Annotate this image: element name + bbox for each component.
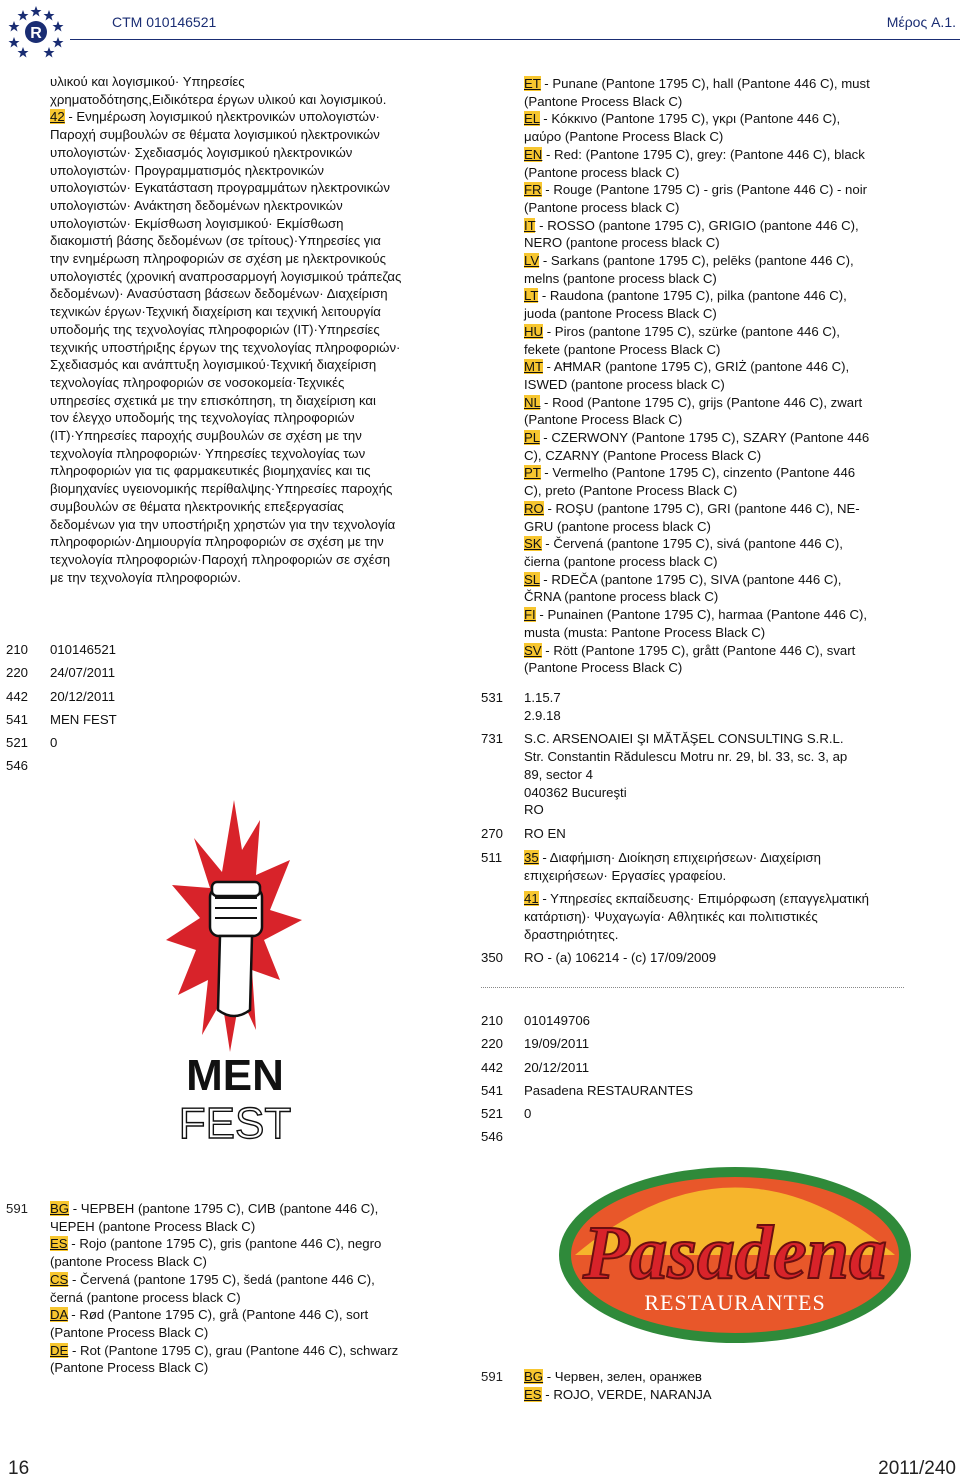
class-text: (IT)·Υπηρεσίες παροχής συμβουλών σε σχέση με την: [50, 428, 362, 444]
field-code: 541: [481, 1082, 504, 1098]
lang-code: ET: [524, 76, 541, 91]
color-text: černá (pantone process black C): [50, 1289, 241, 1305]
color-text: NERO (pantone process black C): [524, 235, 720, 251]
field-code: 521: [481, 1106, 504, 1122]
color-text: - Červená (pantone 1795 C), šedá (pantone 446 C),: [68, 1271, 375, 1287]
field-value: RO EN: [524, 825, 566, 841]
class-text: τεχνολογία πληροφοριών· Υπηρεσίες τεχνολογίας των: [50, 445, 366, 461]
color-text: - Červená (pantone 1795 C), sivá (pantone 446 C),: [541, 536, 843, 552]
text-line: [50, 144, 470, 162]
color-line: [524, 164, 934, 182]
text-line: [50, 179, 470, 197]
text-line: [50, 321, 470, 339]
color-text: - ROSSO (pantone 1795 C), GRIGIO (pantone 446 C),: [535, 217, 859, 233]
color-line: [524, 93, 934, 111]
field-code: 521: [6, 735, 29, 751]
text-line: [50, 250, 470, 268]
text-line: [50, 569, 470, 587]
color-line: [524, 447, 934, 465]
text-line: [50, 285, 470, 303]
field-code: 210: [481, 1013, 504, 1028]
part-label: Μέρος A.1.: [886, 14, 956, 30]
field-row: [481, 1035, 951, 1058]
color-text: - AĦMAR (pantone 1795 C), GRIŻ (pantone 446 C),: [542, 359, 850, 375]
class-text: τεχνολογίας πληροφοριών σε νοσοκομεία·Τεχνικές: [50, 374, 345, 390]
pasadena-logo: [555, 1160, 915, 1350]
text-line: [50, 427, 470, 445]
field-line: [524, 890, 951, 908]
color-line: [50, 1324, 460, 1342]
class-code: 42: [50, 109, 65, 125]
menfest-colors: [50, 1200, 460, 1377]
field-code: 546: [6, 758, 29, 774]
color-text: - Κόκκινο (Pantone 1795 C), γκρι (Pantone 446 C),: [539, 111, 841, 127]
class-text: τεχνικών έργων·Τεχνική διαχείριση και τεχνική λειτουργία: [50, 304, 381, 320]
text-line: [50, 303, 470, 321]
lang-code: SK: [524, 536, 542, 552]
color-text: (Pantone process black C): [524, 199, 680, 215]
color-line: [524, 571, 934, 589]
color-text: - Rojo (pantone 1795 C), gris (pantone 446 C), negro: [67, 1236, 382, 1252]
class-text: πληροφοριών·Δημιουργία πληροφοριών σε σχέση με την: [50, 534, 384, 550]
color-line: [50, 1342, 460, 1360]
color-line: [524, 588, 934, 606]
color-line: [524, 1386, 934, 1404]
text-line: [50, 197, 470, 215]
color-line: [524, 234, 934, 252]
color-line: [524, 394, 934, 412]
field-line: 89, sector 4: [524, 766, 593, 782]
color-line: [524, 128, 934, 146]
field-code: 442: [481, 1059, 504, 1075]
class-text: - Ενημέρωση λογισμικού ηλεκτρονικών υπολογιστών·: [64, 109, 380, 125]
color-line: [50, 1200, 460, 1218]
field-row: [481, 1012, 951, 1035]
doc-reference: CTM 010146521: [112, 14, 217, 30]
color-line: [50, 1359, 460, 1377]
class-text: υπολογιστών· Ανάκτηση δεδομένων ηλεκτρονικών: [50, 197, 343, 213]
color-text: ISWED (pantone process black C): [524, 376, 725, 392]
menfest-fields: [6, 641, 306, 781]
field-value: MEN FEST: [50, 711, 117, 727]
color-text: (Pantone Process Black C): [524, 93, 683, 109]
field-row: [6, 688, 306, 711]
lang-code: PT: [524, 465, 541, 481]
text-line: [50, 126, 470, 144]
field-code: 531: [481, 690, 504, 705]
class-text: δραστηριότητες.: [524, 926, 619, 942]
color-line: [524, 75, 934, 93]
color-line: [524, 482, 934, 500]
text-line: χρηματοδότησης,Ειδικότερα έργων υλικού και λογισμικού.: [50, 91, 387, 107]
color-text: melns (pantone process black C): [524, 270, 717, 286]
class-code: 41: [524, 891, 539, 907]
lang-code: EL: [524, 111, 540, 127]
lang-code: LV: [524, 253, 540, 269]
field-line: Str. Constantin Rădulescu Motru nr. 29, bl. 33, sc. 3, ap: [524, 749, 848, 765]
class-text: υπολογιστές (χρονική αναπροσαρμογή λογισμικού τράπεζας: [50, 268, 402, 284]
class-text: βιομηχανίες υγειονομικής περίθαλψης·Υπηρεσίες παροχής: [50, 481, 393, 497]
color-line: [524, 146, 934, 164]
field-value: 20/12/2011: [524, 1059, 590, 1075]
field-value: 0: [524, 1106, 532, 1122]
color-text: - Red: (Pantone 1795 C), grey: (Pantone 446 C), black: [542, 146, 865, 162]
lang-code: BG: [524, 1369, 544, 1384]
field-line: [524, 908, 951, 926]
field-code: 731: [481, 731, 504, 747]
color-text: - Червен, зелен, оранжев: [543, 1369, 702, 1384]
field-row: [6, 711, 306, 734]
field-value: 0: [50, 735, 58, 751]
text-line: [50, 409, 470, 427]
svg-text:R: R: [30, 25, 42, 42]
field-value: Pasadena RESTAURANTES: [524, 1082, 694, 1098]
color-text: (pantone Process Black C): [50, 1254, 207, 1270]
color-line: [50, 1253, 460, 1271]
field-body: [524, 730, 951, 819]
color-text: - ROŞU (pantone 1795 C), GRI (pantone 446 C), NE-: [543, 500, 860, 516]
class-text: δεδομένων για την υποστήριξη χρηστών για την τεχνολογία: [50, 516, 396, 532]
color-text: fekete (pantone Process Black C): [524, 341, 721, 357]
color-line: [524, 659, 934, 677]
field-row: [481, 1082, 951, 1105]
color-line: [524, 624, 934, 642]
color-text: C), CZARNY (Pantone Process Black C): [524, 447, 762, 463]
class-text: - Υπηρεσίες εκπαίδευσης· Επιμόρφωση (επαγγελματική: [538, 891, 869, 907]
color-text: (Pantone Process Black C): [50, 1324, 209, 1340]
class-text: τον έλεγχο υποδομής της τεχνολογίας πληροφοριών: [50, 410, 355, 426]
lang-code: BG: [50, 1201, 70, 1216]
class-text: υπολογιστών· Εγκατάσταση προγραμμάτων ηλεκτρονικών: [50, 180, 390, 196]
field-code: 210: [6, 642, 29, 657]
menfest-logo: [160, 790, 310, 1150]
field-body: [524, 849, 951, 944]
text-line: [50, 232, 470, 250]
color-line: [524, 411, 934, 429]
field-line: RO: [524, 802, 544, 818]
field-value: 24/07/2011: [50, 665, 116, 681]
field-value: 20/12/2011: [50, 688, 116, 704]
field-code: 541: [6, 711, 29, 727]
color-text: - Vermelho (Pantone 1795 C), cinzento (Pantone 446: [540, 465, 856, 481]
color-text: - ЧЕРВЕН (pantone 1795 C), СИВ (pantone 446 C),: [69, 1201, 379, 1216]
color-text: ЧЕРЕН (pantone Process Black C): [50, 1218, 256, 1234]
color-text: - Sarkans (pantone 1795 C), pelēks (pantone 446 C),: [539, 253, 854, 269]
color-text: (Pantone process black C): [524, 164, 680, 180]
class-text: υπηρεσίες σχετικά με την επισκόπηση, τη διαχείριση και: [50, 392, 376, 408]
color-text: ČRNA (pantone process black C): [524, 589, 719, 605]
field-row: [6, 664, 306, 687]
color-text: juoda (pantone Process Black C): [524, 306, 717, 322]
field-block: [481, 730, 951, 819]
field-code: 511: [481, 849, 503, 865]
text-line: [50, 445, 470, 463]
lang-code: FI: [524, 607, 536, 623]
lang-code: DA: [50, 1307, 68, 1323]
class-text: υπολογιστών· Εκμίσθωση λογισμικού· Εκμίσθωση: [50, 215, 344, 231]
color-line: [50, 1289, 460, 1307]
lang-code: IT: [524, 217, 536, 233]
field-line: [524, 926, 951, 944]
color-line: [524, 110, 934, 128]
color-line: [524, 358, 934, 376]
lang-code: MT: [524, 359, 543, 375]
lang-code: ES: [50, 1236, 68, 1252]
class-text: συμβουλών σε θέματα ηλεκτρονικής επεξεργασίας: [50, 498, 344, 514]
pasadena-colors: [524, 1368, 934, 1403]
class-text: υπολογιστών· Σχεδιασμός λογισμικού ηλεκτρονικών: [50, 144, 353, 160]
color-text: - Rød (Pantone 1795 C), grå (Pantone 446 C), sort: [67, 1307, 369, 1323]
color-text: - ROJO, VERDE, NARANJA: [541, 1386, 712, 1402]
text-line: [50, 533, 470, 551]
class-text: - Διαφήμιση· Διοίκηση επιχειρήσεων· Διαχείριση: [538, 849, 822, 865]
color-text: GRU (pantone process black C): [524, 518, 711, 534]
text-line: υλικού και λογισμικού· Υπηρεσίες: [50, 74, 245, 89]
class-text: υπολογιστών· Προγραμματισμός ηλεκτρονικών: [50, 162, 324, 178]
color-text: - Rot (Pantone 1795 C), grau (Pantone 446 C), schwarz: [68, 1342, 399, 1358]
color-text: - Rood (Pantone 1795 C), grijs (Pantone 446 C), zwart: [540, 394, 863, 410]
text-line: [50, 516, 470, 534]
field-line: 040362 Bucureşti: [524, 784, 627, 800]
color-line: [524, 252, 934, 270]
color-text: μαύρο (Pantone Process Black C): [524, 129, 724, 145]
field-row: [481, 1059, 951, 1082]
field-line: [524, 849, 951, 867]
color-text: - Punane (Pantone 1795 C), hall (Pantone 446 C), must: [540, 76, 870, 91]
class-text: τεχνικής υποστήριξης έργων της τεχνολογίας πληροφοριών·: [50, 339, 401, 355]
class-code: 35: [524, 849, 539, 865]
color-line: [524, 500, 934, 518]
field-body: [524, 689, 951, 724]
color-line: [524, 199, 934, 217]
field-block: [481, 689, 951, 724]
field-code: 220: [6, 665, 29, 681]
logo-word-men: MEN: [186, 1051, 284, 1100]
color-line: [524, 270, 934, 288]
field-block: [481, 825, 951, 843]
text-line: [50, 498, 470, 516]
text-line: [50, 108, 470, 126]
field-row: [481, 1105, 951, 1128]
field-code: 220: [481, 1036, 504, 1052]
color-text: musta (musta: Pantone Process Black C): [524, 624, 766, 640]
color-line: [524, 518, 934, 536]
text-line: [50, 462, 470, 480]
lang-code: DE: [50, 1342, 69, 1358]
color-text: (Pantone Process Black C): [524, 412, 683, 428]
field-code: 270: [481, 825, 504, 841]
class-text: επιχειρήσεων· Εργασίες γραφείου.: [524, 867, 727, 883]
eu-emblem: [8, 4, 64, 60]
field-code: 442: [6, 688, 29, 704]
class-text: πληροφοριών για τις φαρμακευτικές βιομηχανίες και τις: [50, 463, 371, 479]
color-text: (Pantone Process Black C): [524, 660, 683, 676]
field-value: RO - (a) 106214 - (c) 17/09/2009: [524, 950, 717, 966]
color-line: [524, 217, 934, 235]
pasadena-colors-code: 591: [481, 1369, 504, 1384]
class-text: δεδομένων)· Ανασύσταση βάσεων δεδομένων· Διαχείριση: [50, 286, 388, 302]
text-line: [50, 392, 470, 410]
field-row: [6, 734, 306, 757]
color-line: [524, 341, 934, 359]
color-line: [524, 535, 934, 553]
field-block: [481, 849, 951, 944]
issue-number: 2011/240: [878, 1458, 956, 1479]
lang-code: PL: [524, 430, 540, 446]
color-line: [524, 287, 934, 305]
color-text: C), preto (Pantone Process Black C): [524, 483, 738, 499]
field-line: 1.15.7: [524, 690, 561, 705]
color-text: čierna (pantone process black C): [524, 553, 718, 569]
logo-word-fest: FEST: [178, 1099, 292, 1148]
color-line: [524, 1368, 934, 1386]
header-rule: [70, 39, 960, 40]
class-text: Παροχή συμβουλών σε θέματα λογισμικού ηλεκτρονικών: [50, 127, 380, 143]
lang-code: NL: [524, 394, 541, 410]
color-text: - CZERWONY (Pantone 1795 C), SZARY (Pantone 446: [539, 430, 870, 446]
field-line: [524, 867, 951, 885]
color-text: - Piros (pantone 1795 C), szürke (pantone 446 C),: [543, 323, 840, 339]
text-line: [50, 339, 470, 357]
field-line: 2.9.18: [524, 707, 561, 723]
lang-code: LT: [524, 288, 539, 304]
class-group: [524, 849, 951, 884]
color-line: [50, 1235, 460, 1253]
text-line: [50, 356, 470, 374]
color-line: [524, 642, 934, 660]
field-row: [6, 641, 306, 664]
field-value: 010149706: [524, 1013, 591, 1028]
color-line: [524, 305, 934, 323]
lang-code: EN: [524, 146, 543, 162]
class-text: Σχεδιασμός και ανάπτυξη λογισμικού·Τεχνική διαχείριση: [50, 357, 377, 373]
lang-code: HU: [524, 323, 544, 339]
text-line: [50, 374, 470, 392]
text-line: [50, 551, 470, 569]
pasadena-fields: [481, 1012, 951, 1152]
color-line: [50, 1271, 460, 1289]
color-line: [524, 606, 934, 624]
class-text: την ενημέρωση πληροφοριών σε σχέση με ηλεκτρονικούς: [50, 251, 386, 267]
color-text: (Pantone Process Black C): [50, 1360, 209, 1376]
lang-code: FR: [524, 182, 542, 198]
color-line: [524, 464, 934, 482]
section-divider: [481, 987, 904, 988]
field-code: 546: [481, 1129, 504, 1145]
class-text: διακομιστή βάσης δεδομένων (σε τρίτους)·Υπηρεσίες για: [50, 233, 381, 249]
class-text: με την τεχνολογία πληροφοριών.: [50, 569, 241, 585]
color-text: - Punainen (Pantone 1795 C), harmaa (Pantone 446 C),: [535, 607, 868, 623]
field-row: [6, 757, 306, 780]
color-line: [50, 1306, 460, 1324]
svg-text:Pasadena: Pasadena: [583, 1211, 887, 1295]
field-value: 010146521: [50, 642, 117, 657]
class-text: υποδομής της τεχνολογίας πληροφοριών (IT)·Υπηρεσίες: [50, 321, 380, 337]
color-line: [524, 376, 934, 394]
color-line: [524, 181, 934, 199]
right-fields: [481, 689, 951, 967]
left-services-text: [50, 73, 470, 586]
text-line: [50, 215, 470, 233]
lang-code: RO: [524, 500, 544, 516]
right-colors: [524, 75, 934, 677]
color-line: [50, 1218, 460, 1236]
color-line: [524, 553, 934, 571]
field-block: [481, 949, 951, 967]
field-line: S.C. ARSENOAIEI ŞI MĂTĂŞEL CONSULTING S.R.L.: [524, 731, 844, 747]
class-group: [524, 890, 951, 943]
color-text: - Rouge (Pantone 1795 C) - gris (Pantone 446 C) - noir: [541, 182, 868, 198]
lang-code: SV: [524, 642, 542, 658]
color-line: [524, 429, 934, 447]
field-code: 350: [481, 950, 504, 966]
text-line: [50, 162, 470, 180]
field-value: 19/09/2011: [524, 1036, 590, 1052]
page-number: 16: [8, 1458, 30, 1479]
color-text: - RDEČA (pantone 1795 C), SIVA (pantone 446 C),: [539, 571, 842, 587]
menfest-colors-code: 591: [6, 1201, 29, 1216]
class-text: κατάρτιση)· Ψυχαγωγία· Αθλητικές και πολιτιστικές: [524, 909, 818, 925]
text-line: [50, 480, 470, 498]
lang-code: ES: [524, 1386, 542, 1402]
lang-code: SL: [524, 571, 540, 587]
field-row: [481, 1128, 951, 1151]
svg-text:RESTAURANTES: RESTAURANTES: [644, 1290, 826, 1315]
color-line: [524, 323, 934, 341]
color-text: - Rött (Pantone 1795 C), grått (Pantone 446 C), svart: [541, 642, 856, 658]
class-text: τεχνολογία πληροφοριών·Παροχή πληροφοριών σε σχέση: [50, 551, 391, 567]
lang-code: CS: [50, 1271, 69, 1287]
color-text: - Raudona (pantone 1795 C), pilka (pantone 446 C),: [538, 288, 847, 304]
text-line: [50, 268, 470, 286]
